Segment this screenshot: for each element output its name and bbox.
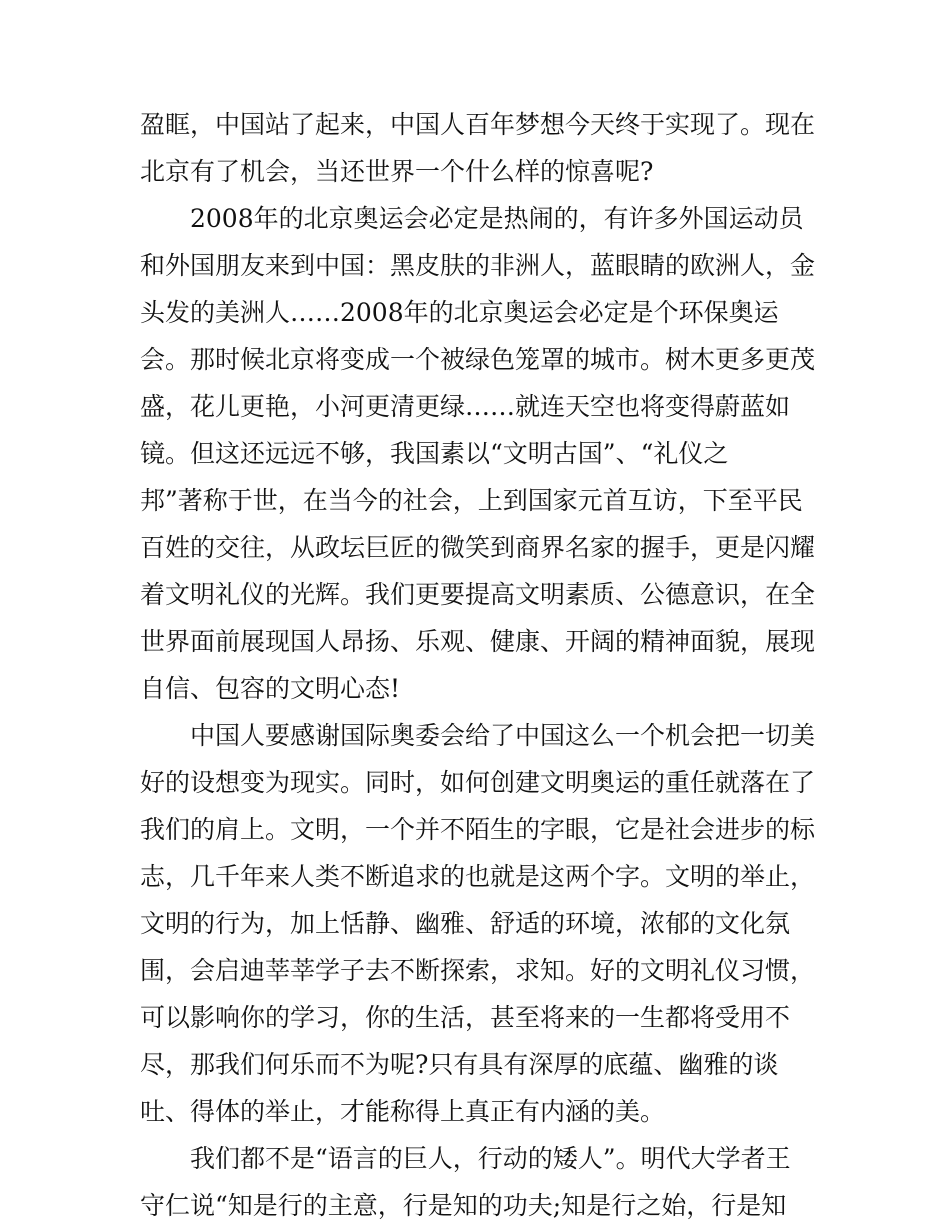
text-line: 盛，花儿更艳，小河更清更绿……就连天空也将变得蔚蓝如 [140,392,791,421]
paragraph-start-line: 中国人要感谢国际奥委会给了中国这么一个机会把一切美 [190,721,816,750]
text-line: 世界面前展现国人昂扬、乐观、健康、开阔的精神面貌，展现 [140,627,816,656]
text-line: 自信、包容的文明心态! [140,674,401,703]
text-line: 头发的美洲人……2008年的北京奥运会必定是个环保奥运 [140,298,779,327]
text-line: 文明的行为，加上恬静、幽雅、舒适的环境，浓郁的文化氛 [140,909,791,938]
text-line: 北京有了机会，当还世界一个什么样的惊喜呢? [140,157,654,186]
text-line: 盈眶，中国站了起来，中国人百年梦想今天终于实现了。现在 [140,110,816,139]
text-line: 吐、得体的举止，才能称得上真正有内涵的美。 [140,1097,666,1126]
text-line: 我们的肩上。文明，一个并不陌生的字眼，它是社会进步的标 [140,815,816,844]
paragraph-start-line: 2008年的北京奥运会必定是热闹的，有许多外国运动员 [190,204,804,233]
text-line: 百姓的交往，从政坛巨匠的微笑到商界名家的握手，更是闪耀 [140,533,816,562]
text-line: 守仁说“知是行的主意，行是知的功夫;知是行之始，行是知 [140,1191,787,1220]
text-line: 邦”著称于世，在当今的社会，上到国家元首互访，下至平民 [140,486,803,515]
text-line: 会。那时候北京将变成一个被绿色笼罩的城市。树木更多更茂 [140,345,816,374]
text-line: 和外国朋友来到中国：黑皮肤的非洲人，蓝眼睛的欧洲人，金 [140,251,816,280]
text-line: 可以影响你的学习，你的生活，甚至将来的一生都将受用不 [140,1003,791,1032]
paragraph-start-line: 我们都不是“语言的巨人，行动的矮人”。明代大学者王 [190,1144,791,1173]
text-line: 着文明礼仪的光辉。我们更要提高文明素质、公德意识，在全 [140,580,816,609]
text-line: 好的设想变为现实。同时，如何创建文明奥运的重任就落在了 [140,768,816,797]
text-line: 围，会启迪莘莘学子去不断探索，求知。好的文明礼仪习惯， [140,956,816,985]
text-line: 志，几千年来人类不断追求的也就是这两个字。文明的举止， [140,862,816,891]
text-line: 镜。但这还远远不够，我国素以“文明古国”、“礼仪之 [140,439,729,468]
text-line: 尽，那我们何乐而不为呢?只有具有深厚的底蕴、幽雅的谈 [140,1050,779,1079]
